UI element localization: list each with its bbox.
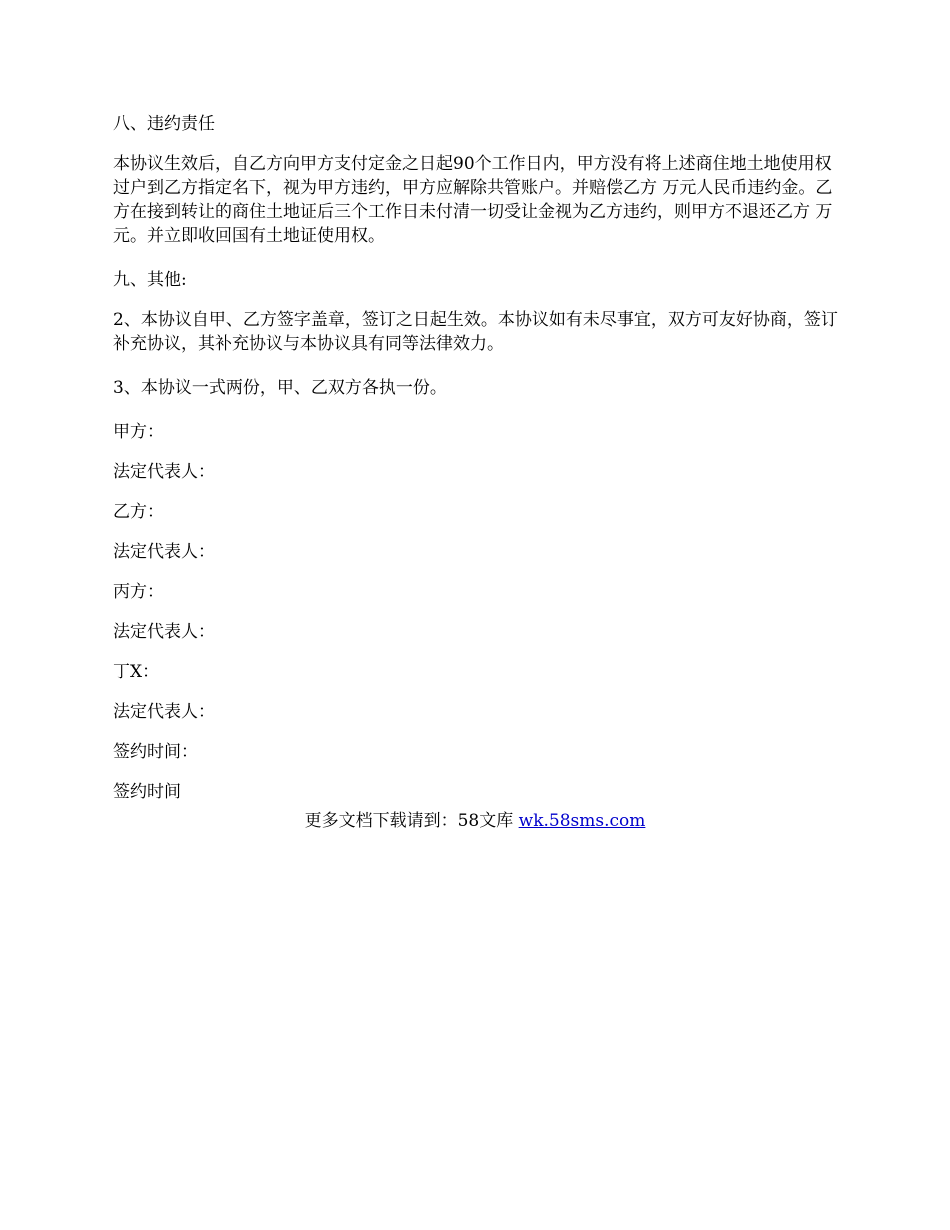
signature-party-c: 丙方： [113,582,164,602]
footer-link[interactable]: wk.58sms.com [518,811,646,831]
section-8-body: 本协议生效后，自乙方向甲方支付定金之日起90个工作日内，甲方没有将上述商住地土地使用权过户到乙方指定名下，视为甲方违约，甲方应解除共管账户。并赔偿乙方 万元人民币违约金。乙方在接到转让的商住土地证后三个工作日未付清一切受让金视为乙方违约，则甲方不退还乙方 万元。并立即收回国有土地证使用权。 [113,154,833,246]
signing-date-label: 签约时间： [113,742,198,762]
signing-date: 签约时间 [113,782,181,802]
signature-party-b: 乙方： [113,502,164,522]
clause-2: 2、本协议自甲、乙方签字盖章，签订之日起生效。本协议如有未尽事宜，双方可友好协商，签订补充协议，其补充协议与本协议具有同等法律效力。 [113,310,838,354]
download-footer [0,808,950,834]
section-8-title: 八、违约责任 [113,114,215,134]
signature-party-a-rep: 法定代表人： [113,462,215,482]
footer-prefix: 更多文档下载请到：58文库 [304,811,519,831]
section-9-title: 九、其他: [113,270,187,290]
document-body [113,112,843,820]
signature-party-c-rep: 法定代表人： [113,622,215,642]
signature-party-b-rep: 法定代表人： [113,542,215,562]
signature-party-d-rep: 法定代表人： [113,702,215,722]
signature-party-a: 甲方： [113,422,164,442]
clause-3: 3、本协议一式两份，甲、乙双方各执一份。 [113,378,447,398]
signature-party-d: 丁X： [113,662,160,682]
